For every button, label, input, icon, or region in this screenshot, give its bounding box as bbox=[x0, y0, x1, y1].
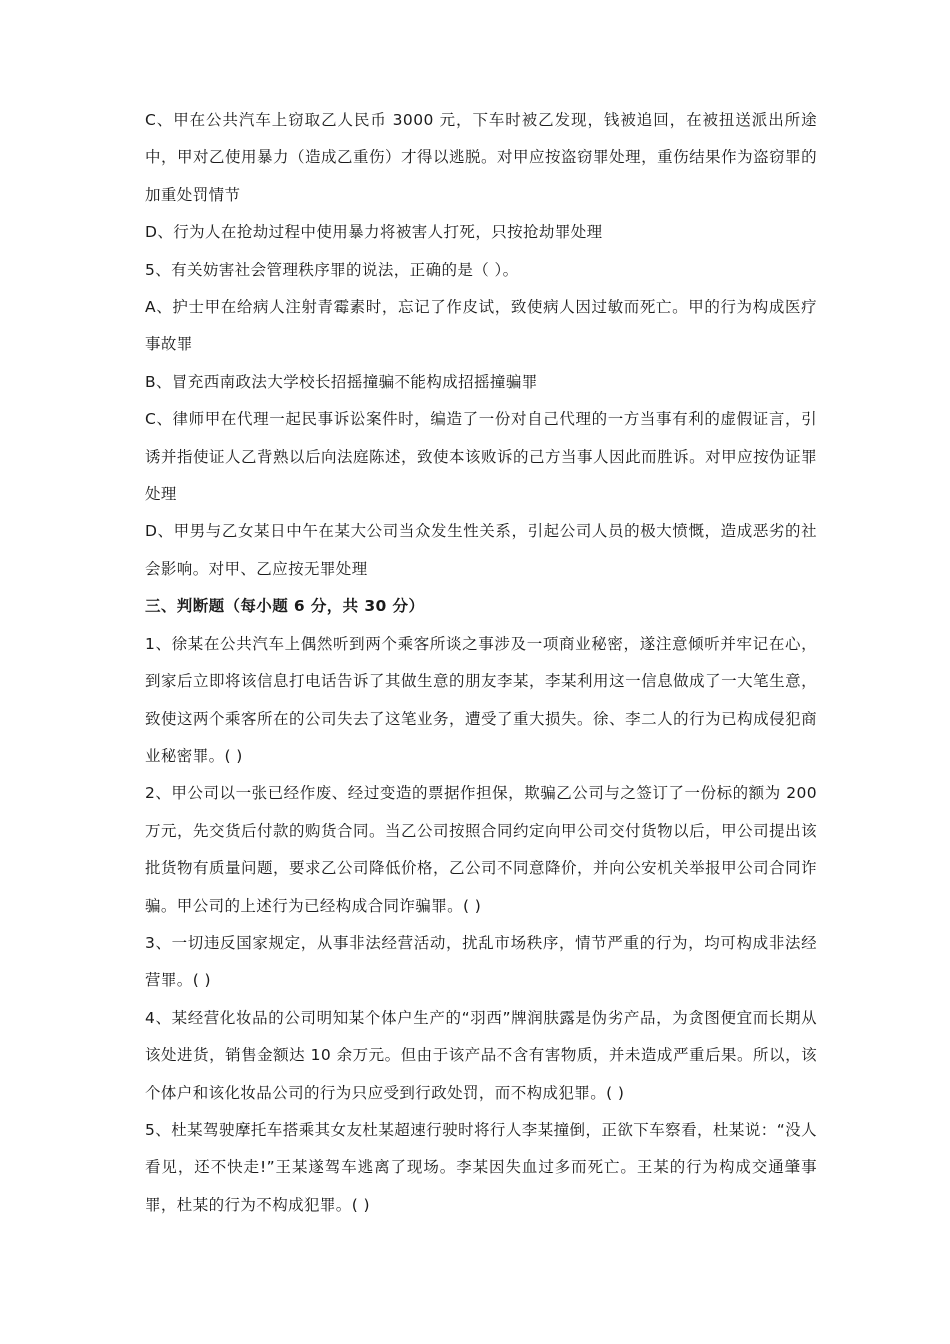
option-d-robbery-death: D、行为人在抢劫过程中使用暴力将被害人打死，只按抢劫罪处理 bbox=[145, 223, 603, 242]
judgment-question-2: 2、甲公司以一张已经作废、经过变造的票据作担保，欺骗乙公司与之签订了一份标的额为 200 万元，先交货后付款的购货合同。当乙公司按照合同约定向甲公司交付货物以后，甲公司提出该批货物有质量问题，要求乙公司降低价格，乙公司不同意降价，并向公安机关举报甲公司合同诈骗。甲公司的上述行为已经构成合同诈骗罪。( ) bbox=[145, 784, 817, 915]
judgment-question-3: 3、一切违反国家规定，从事非法经营活动，扰乱市场秩序，情节严重的行为，均可构成非法经营罪。( ) bbox=[145, 933, 817, 990]
judgment-question-4: 4、某经营化妆品的公司明知某个体户生产的“羽西”牌润肤露是伪劣产品，为贪图便宜而长期从该处进货，销售金额达 10 余万元。但由于该产品不含有害物质，并未造成严重后果。所以，该个体户和该化妆品公司的行为只应受到行政处罚，而不构成犯罪。( ) bbox=[145, 1008, 817, 1102]
question-5-option-c: C、律师甲在代理一起民事诉讼案件时，编造了一份对自己代理的一方当事有利的虚假证言，引诱并指使证人乙背熟以后向法庭陈述，致使本该败诉的己方当事人因此而胜诉。对甲应按伪证罪处理 bbox=[145, 410, 817, 504]
question-5-option-d: D、甲男与乙女某日中午在某大公司当众发生性关系，引起公司人员的极大愤慨，造成恶劣的社会影响。对甲、乙应按无罪处理 bbox=[145, 522, 817, 578]
judgment-question-5: 5、杜某驾驶摩托车搭乘其女友杜某超速行驶时将行人李某撞倒，正欲下车察看，杜某说：“没人看见，还不快走!”王某遂驾车逃离了现场。李某因失血过多而死亡。王某的行为构成交通肇事罪，杜某的行为不构成犯罪。( ) bbox=[145, 1120, 817, 1214]
judgment-question-1: 1、徐某在公共汽车上偶然听到两个乘客所谈之事涉及一项商业秘密，遂注意倾听并牢记在心，到家后立即将该信息打电话告诉了其做生意的朋友李某，李某利用这一信息做成了一大笔生意，致使这两个乘客所在的公司失去了这笔业务，遭受了重大损失。徐、李二人的行为已构成侵犯商业秘密罪。( ) bbox=[145, 634, 817, 765]
question-5-option-a: A、护士甲在给病人注射青霉素时，忘记了作皮试，致使病人因过敏而死亡。甲的行为构成医疗事故罪 bbox=[145, 298, 817, 354]
question-5-stem: 5、有关妨害社会管理秩序罪的说法，正确的是（ ）。 bbox=[145, 260, 519, 279]
document-body bbox=[145, 102, 817, 1224]
section-3-heading: 三、判断题（每小题 6 分，共 30 分） bbox=[145, 597, 425, 616]
question-5-option-b: B、冒充西南政法大学校长招摇撞骗不能构成招摇撞骗罪 bbox=[145, 372, 538, 391]
option-c-theft-robbery: C、甲在公共汽车上窃取乙人民币 3000 元，下车时被乙发现，钱被追回，在被扭送派出所途中，甲对乙使用暴力（造成乙重伤）才得以逃脱。对甲应按盗窃罪处理，重伤结果作为盗窃罪的加重处罚情节 bbox=[145, 111, 817, 204]
